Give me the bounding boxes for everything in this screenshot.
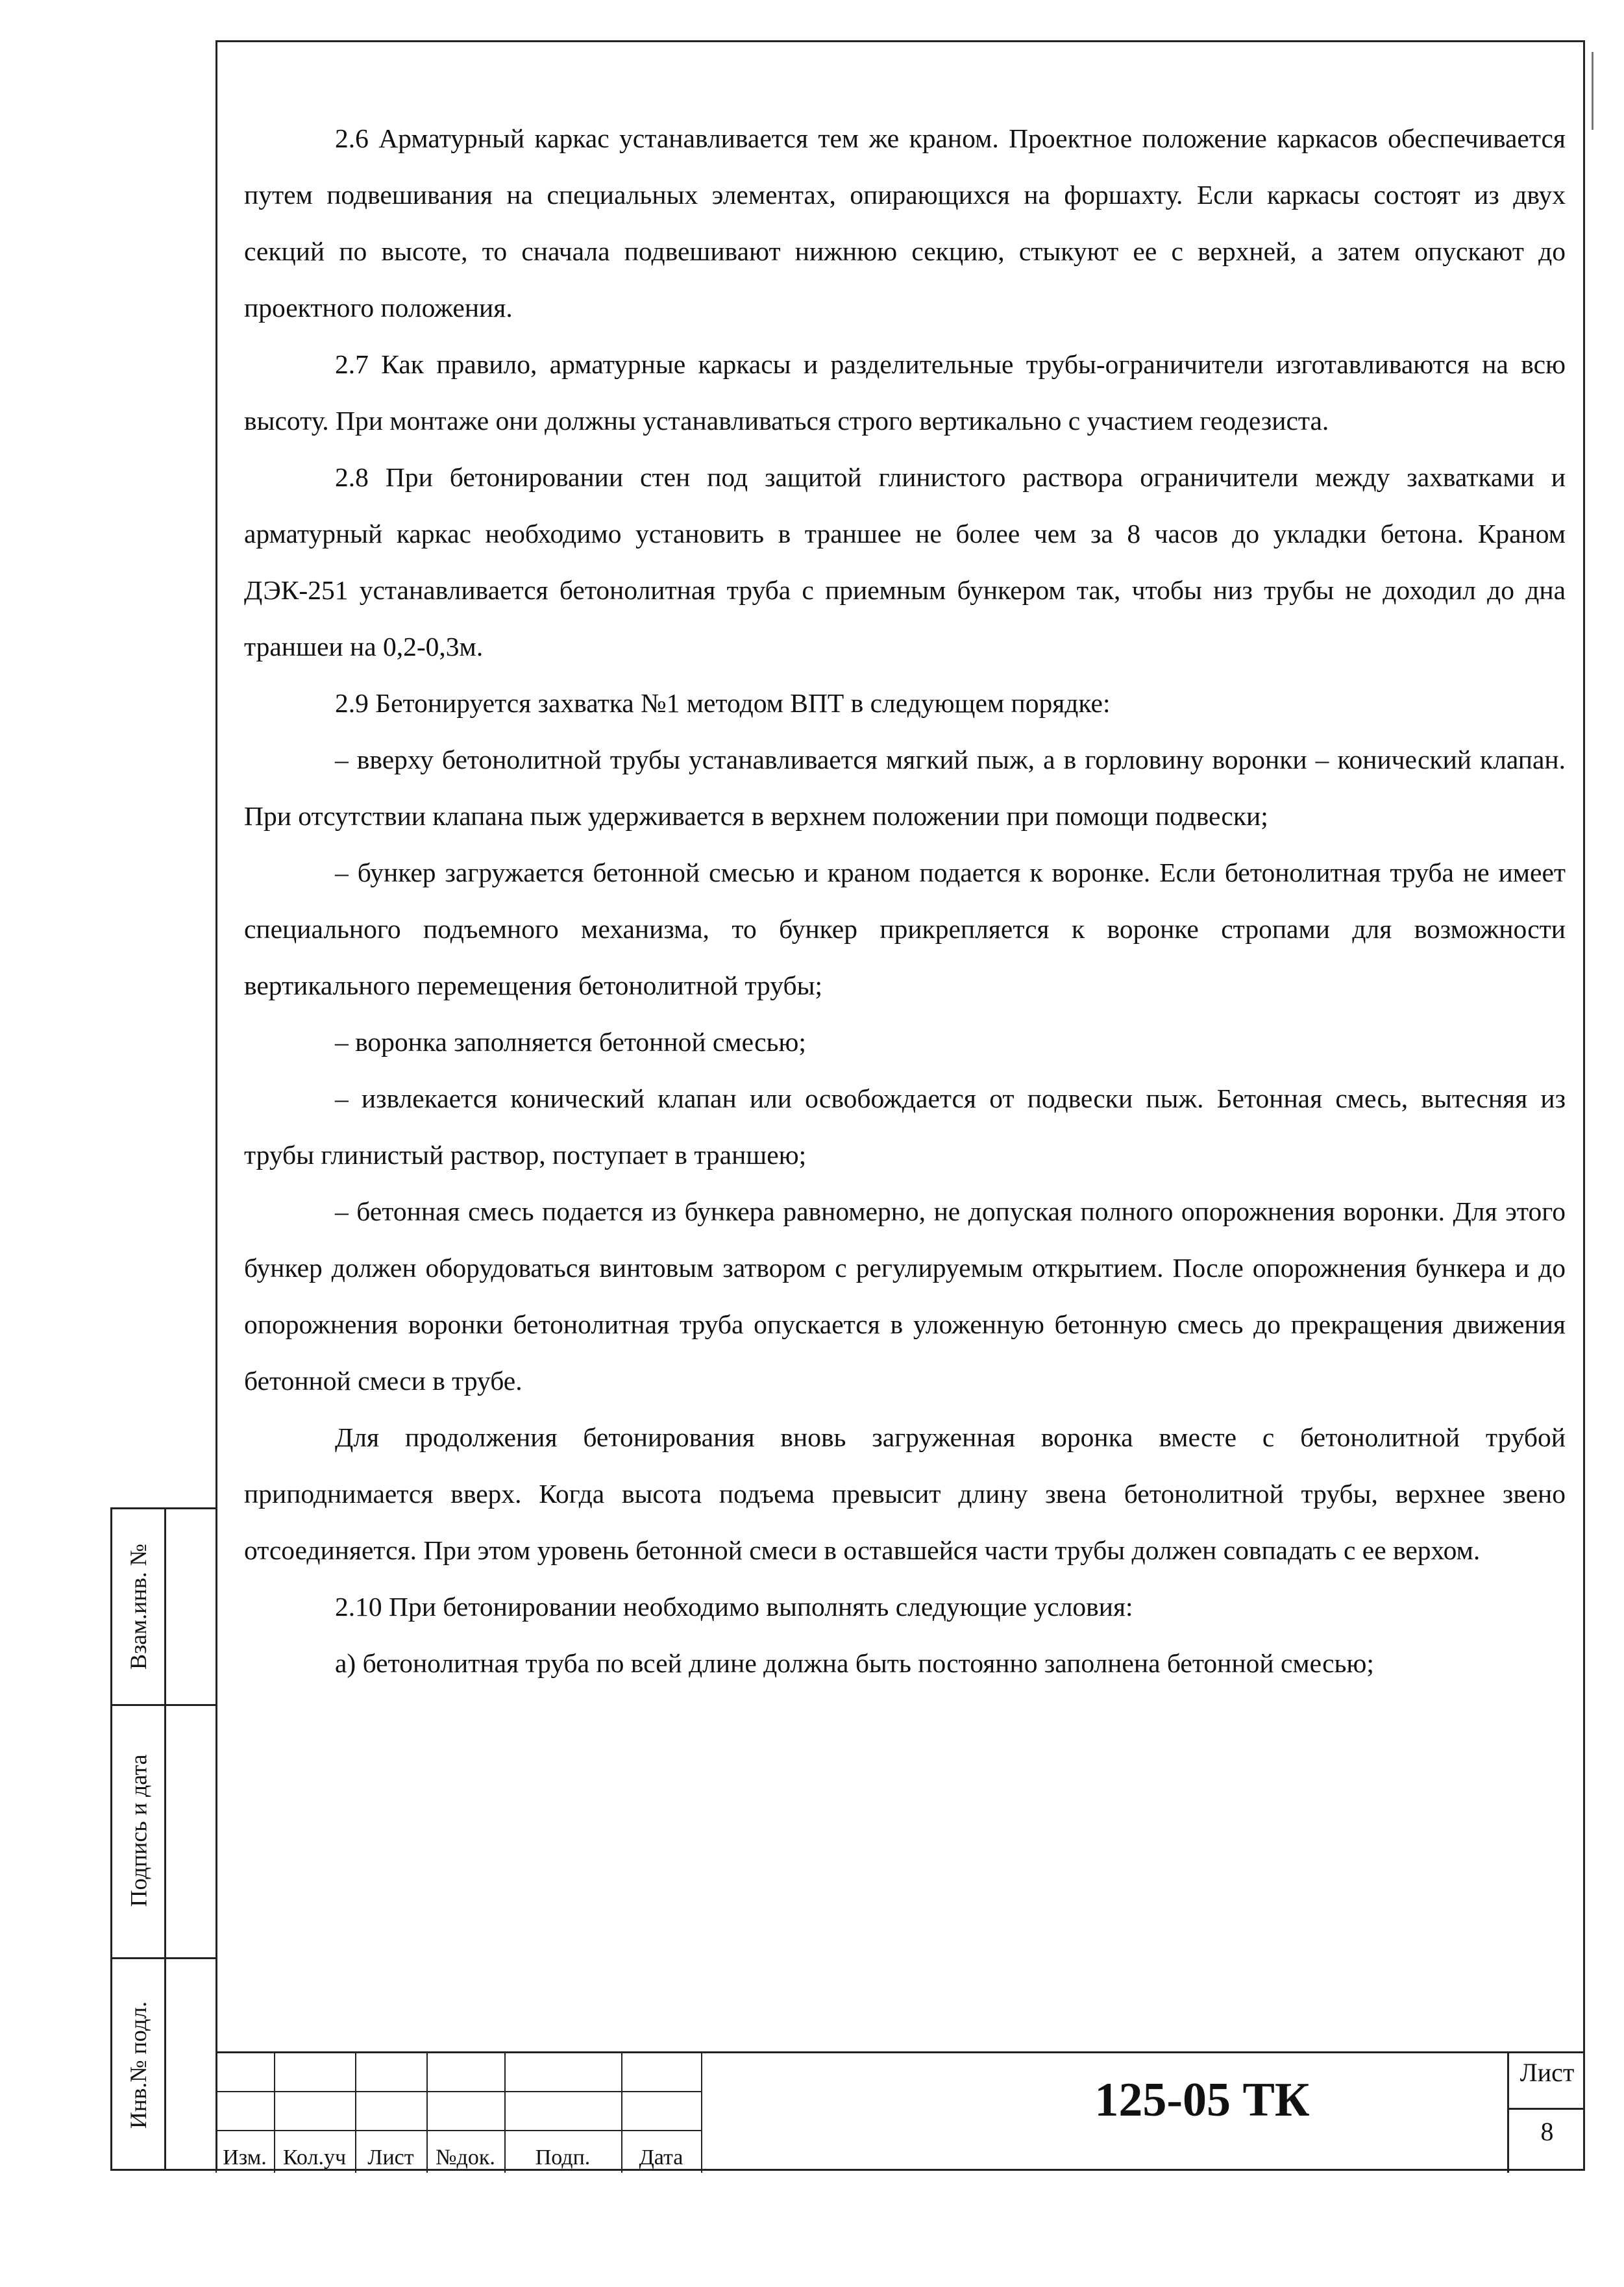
edge-mark	[1592, 52, 1593, 130]
list-item: – бункер загружается бетонной смесью и краном подается к воронке. Если бетонолитная труба не имеет специального подъемного механизма, то бункер прикрепляется к воронке стропами для возможности вертикального перемещения бетонолитной трубы;	[244, 858, 1566, 1000]
signature-date-label: Подпись и дата	[125, 1754, 152, 1907]
paragraph: 2.10 При бетонировании необходимо выполнять следующие условия:	[335, 1592, 1133, 1622]
list-item: – воронка заполняется бетонной смесью;	[335, 1027, 806, 1057]
list-item: – вверху бетонолитной трубы устанавливается мягкий пыж, а в горловину воронки – конический клапан. При отсутствии клапана пыж удерживается в верхнем положении при помощи подвески;	[244, 745, 1566, 831]
sheet-label: Лист	[1519, 2058, 1575, 2087]
list-item: – бетонная смесь подается из бункера равномерно, не допуская полного опорожнения воронки. Для этого бункер должен оборудоваться винтовым затвором с регулируемым открытием. После опорожнения бункера и до опорожнения воронки бетонолитная труба опускается в уложенную бетонную смесь до прекращения движения бетонной смеси в трубе.	[244, 1196, 1566, 1396]
side-stamp	[110, 1507, 217, 2171]
vzam-inv-label: Взам.инв. №	[125, 1544, 151, 1670]
title-block	[215, 2051, 1585, 2171]
inv-podl-label: Инв.№ подл.	[125, 2001, 151, 2129]
sheet-number: 8	[1509, 2108, 1585, 2147]
document-body	[244, 110, 1566, 1692]
document-code: 125-05 ТК	[1094, 2073, 1310, 2127]
header-podp: Подп.	[535, 2145, 591, 2170]
paragraph: 2.8 При бетонировании стен под защитой глинистого раствора ограничители между захватками и арматурный каркас необходимо установить в траншее не более чем за 8 часов до укладки бетона. Краном ДЭК-251 устанавливается бетонолитная труба с приемным бункером так, чтобы низ трубы не доходил до дна траншеи на 0,2-0,3м.	[244, 462, 1566, 661]
header-data: Дата	[639, 2145, 683, 2170]
header-n-dok: №док.	[436, 2145, 495, 2170]
paragraph: а) бетонолитная труба по всей длине должна быть постоянно заполнена бетонной смесью;	[335, 1648, 1374, 1678]
paragraph: 2.6 Арматурный каркас устанавливается тем же краном. Проектное положение каркасов обеспечивается путем подвешивания на специальных элементах, опирающихся на форшахту. Если каркасы состоят из двух секций по высоте, то сначала подвешивают нижнюю секцию, стыкуют ее с верхней, а затем опускают до проектного положения.	[244, 123, 1566, 323]
grid-line	[701, 2053, 702, 2173]
grid-line	[215, 2130, 702, 2131]
header-izm: Изм.	[223, 2145, 267, 2170]
paragraph: Для продолжения бетонирования вновь загруженная воронка вместе с бетонолитной трубой приподнимается вверх. Когда высота подъема превысит длину звена бетонолитной трубы, верхнее звено отсоединяется. При этом уровень бетонной смеси в оставшейся части трубы должен совпадать с ее верхом.	[244, 1422, 1566, 1565]
list-item: – извлекается конический клапан или освобождается от подвески пыж. Бетонная смесь, вытесняя из трубы глинистый раствор, поступает в траншею;	[244, 1083, 1566, 1170]
header-list: Лист	[367, 2145, 414, 2170]
title-block-grid	[215, 2053, 702, 2173]
paragraph: 2.9 Бетонируется захватка №1 методом ВПТ в следующем порядке:	[335, 688, 1111, 718]
sheet-box	[1507, 2053, 1585, 2173]
header-kol-uch: Кол.уч	[282, 2145, 347, 2170]
grid-line	[215, 2091, 702, 2092]
paragraph: 2.7 Как правило, арматурные каркасы и разделительные трубы-ограничители изготавливаются на всю высоту. При монтаже они должны устанавливаться строго вертикально с участием геодезиста.	[244, 349, 1566, 436]
